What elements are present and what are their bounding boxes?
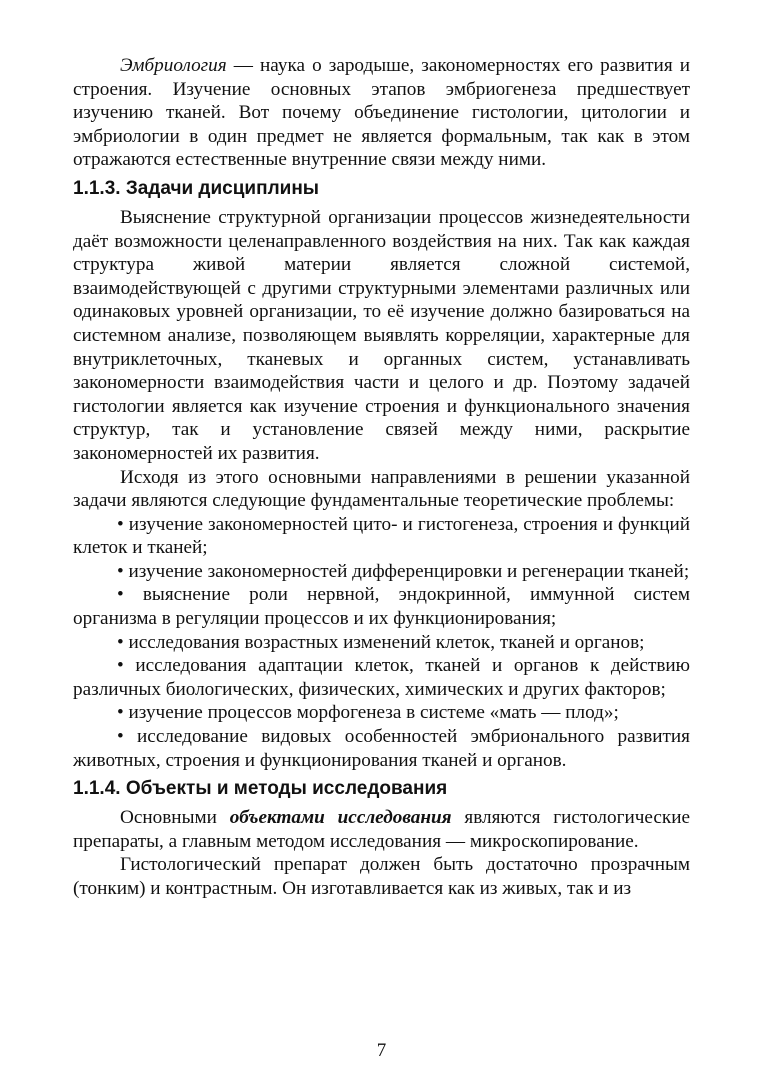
bullet-item: • изучение закономерностей цито- и гистогенеза, строения и функций клеток и тканей; — [73, 513, 690, 559]
intro-term: Эмбриология — [120, 55, 227, 76]
bullet-item: • исследования адаптации клеток, тканей и органов к действию различных биологических, физических, химических и других факторов; — [73, 655, 690, 700]
section-1-1-4-paragraph-1 — [73, 806, 690, 853]
para1-end: являются гистологические препараты, а главным методом исследования — микроскопирование. — [73, 807, 690, 852]
section-1-1-4-paragraph-2: Гистологический препарат должен быть достаточно прозрачным (тонким) и контрастным. Он изготавливается как из живых, так и из — [73, 854, 690, 899]
section-1-1-3-paragraph-1: Выяснение структурной организации процессов жизнедеятельности даёт возможности целенаправленного воздействия на них. Так как каждая структура живой материи является сложной системой, взаимодействующей с другими структурными элементами различных или одинаковых уровней организации, то её изучение должно базироваться на системном анализе, позволяющем выявлять корреляции, характерные для внутриклеточных, тканевых и органных систем, устанавливать закономерности взаимодействия части и целого и др. Поэтому задачей гистологии является как изучение строения и функционального значения структур, так и установление связей между ними, раскрытие закономерностей их развития. — [73, 206, 690, 464]
intro-paragraph — [73, 54, 690, 172]
bullet-item: • изучение закономерностей дифференцировки и регенерации тканей; — [117, 560, 690, 582]
page-number: 7 — [376, 1040, 387, 1061]
page-body — [73, 54, 690, 901]
bullet-item: • изучение процессов морфогенеза в системе «мать — плод»; — [117, 702, 619, 724]
para1-start: Основными — [120, 807, 230, 829]
bullet-item: • выяснение роли нервной, эндокринной, иммунной систем организма в регуляции процессов и их функционирования; — [73, 584, 690, 630]
section-heading-1-1-4: 1.1.4. Объекты и методы исследования — [73, 778, 448, 800]
bullet-item: • исследование видовых особенностей эмбрионального развития животных, строения и функционирования тканей и органов. — [73, 726, 690, 771]
para1-emphasis: объектами исследования — [229, 807, 452, 829]
section-1-1-3-paragraph-2: Исходя из этого основными направлениями в решении указанной задачи являются следующие фундаментальные теоретические проблемы: — [73, 466, 690, 512]
section-heading-1-1-3: 1.1.3. Задачи дисциплины — [73, 177, 320, 199]
intro-text: — наука о зародыше, закономерностях его развития и строения. Изучение основных этапов эмбриогенеза предшествует изучению тканей. Вот почему объединение гистологии, цитологии и эмбриологии в один предмет не является формальным, так как в этом отражаются естественные внутренние связи между ними. — [73, 55, 690, 171]
bullet-item: • исследования возрастных изменений клеток, тканей и органов; — [117, 631, 645, 653]
